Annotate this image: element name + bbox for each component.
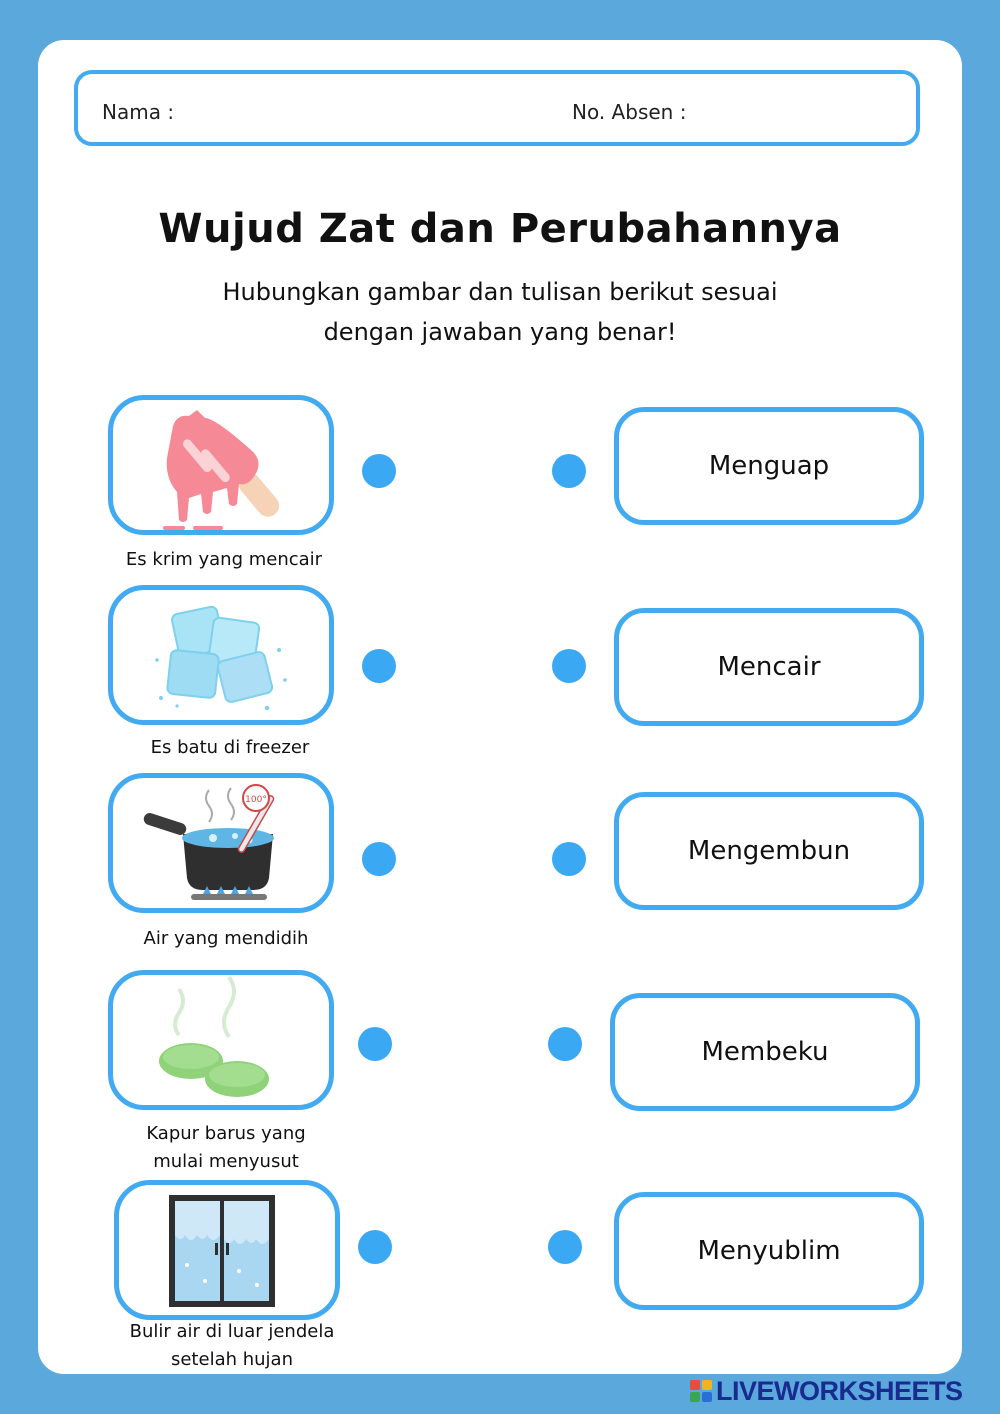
- caption-5-line-2: setelah hujan: [170, 1349, 293, 1370]
- answer-box-menyublim: Menyublim: [614, 1192, 924, 1310]
- caption-5: [82, 1318, 382, 1374]
- boiling-pot-icon: [113, 778, 329, 908]
- answer-box-menguap: Menguap: [614, 407, 924, 525]
- answer-box-mengembun: Mengembun: [614, 792, 924, 910]
- page-title: Wujud Zat dan Perubahannya: [158, 206, 842, 252]
- melting-ice-cream-icon: [113, 400, 329, 530]
- instruction: [150, 272, 850, 352]
- caption-3-line-1: Air yang mendidih: [143, 928, 309, 949]
- caption-2-line-1: Es batu di freezer: [150, 737, 310, 758]
- instruction-line-1: Hubungkan gambar dan tulisan berikut sesuai: [222, 278, 778, 306]
- picture-box-1: [108, 395, 334, 535]
- answer-box-mencair: Mencair: [614, 608, 924, 726]
- right-match-dot-1[interactable]: [552, 454, 586, 488]
- liveworksheets-logo: [690, 1376, 963, 1406]
- picture-box-2: [108, 585, 334, 725]
- left-match-dot-1[interactable]: [362, 454, 396, 488]
- caption-4-line-1: Kapur barus yang: [146, 1123, 306, 1144]
- caption-1-line-1: Es krim yang mencair: [125, 549, 323, 570]
- right-match-dot-4[interactable]: [548, 1027, 582, 1061]
- caption-4: [76, 1120, 376, 1176]
- instruction-line-2: dengan jawaban yang benar!: [323, 318, 677, 346]
- right-match-dot-2[interactable]: [552, 649, 586, 683]
- wet-window-icon: [119, 1185, 335, 1315]
- caption-5-line-1: Bulir air di luar jendela: [129, 1321, 335, 1342]
- picture-box-4: [108, 970, 334, 1110]
- student-info-box: [74, 70, 920, 146]
- ice-cubes-icon: [113, 590, 329, 720]
- picture-box-5: [114, 1180, 340, 1320]
- picture-box-3: [108, 773, 334, 913]
- answer-box-membeku: Membeku: [610, 993, 920, 1111]
- caption-2: [80, 734, 380, 762]
- right-match-dot-3[interactable]: [552, 842, 586, 876]
- liveworksheets-logo-icon: [690, 1380, 712, 1402]
- caption-4-line-2: mulai menyusut: [153, 1151, 299, 1172]
- caption-1: [74, 546, 374, 574]
- absen-label: No. Absen :: [572, 100, 687, 124]
- logo-text: LIVEWORKSHEETS: [716, 1375, 963, 1406]
- caption-3: [76, 925, 376, 953]
- left-match-dot-5[interactable]: [358, 1230, 392, 1264]
- left-match-dot-3[interactable]: [362, 842, 396, 876]
- thermometer-label: 100°: [245, 795, 267, 805]
- left-match-dot-2[interactable]: [362, 649, 396, 683]
- mothballs-icon: [113, 975, 329, 1105]
- right-match-dot-5[interactable]: [548, 1230, 582, 1264]
- nama-label: Nama :: [102, 100, 175, 124]
- left-match-dot-4[interactable]: [358, 1027, 392, 1061]
